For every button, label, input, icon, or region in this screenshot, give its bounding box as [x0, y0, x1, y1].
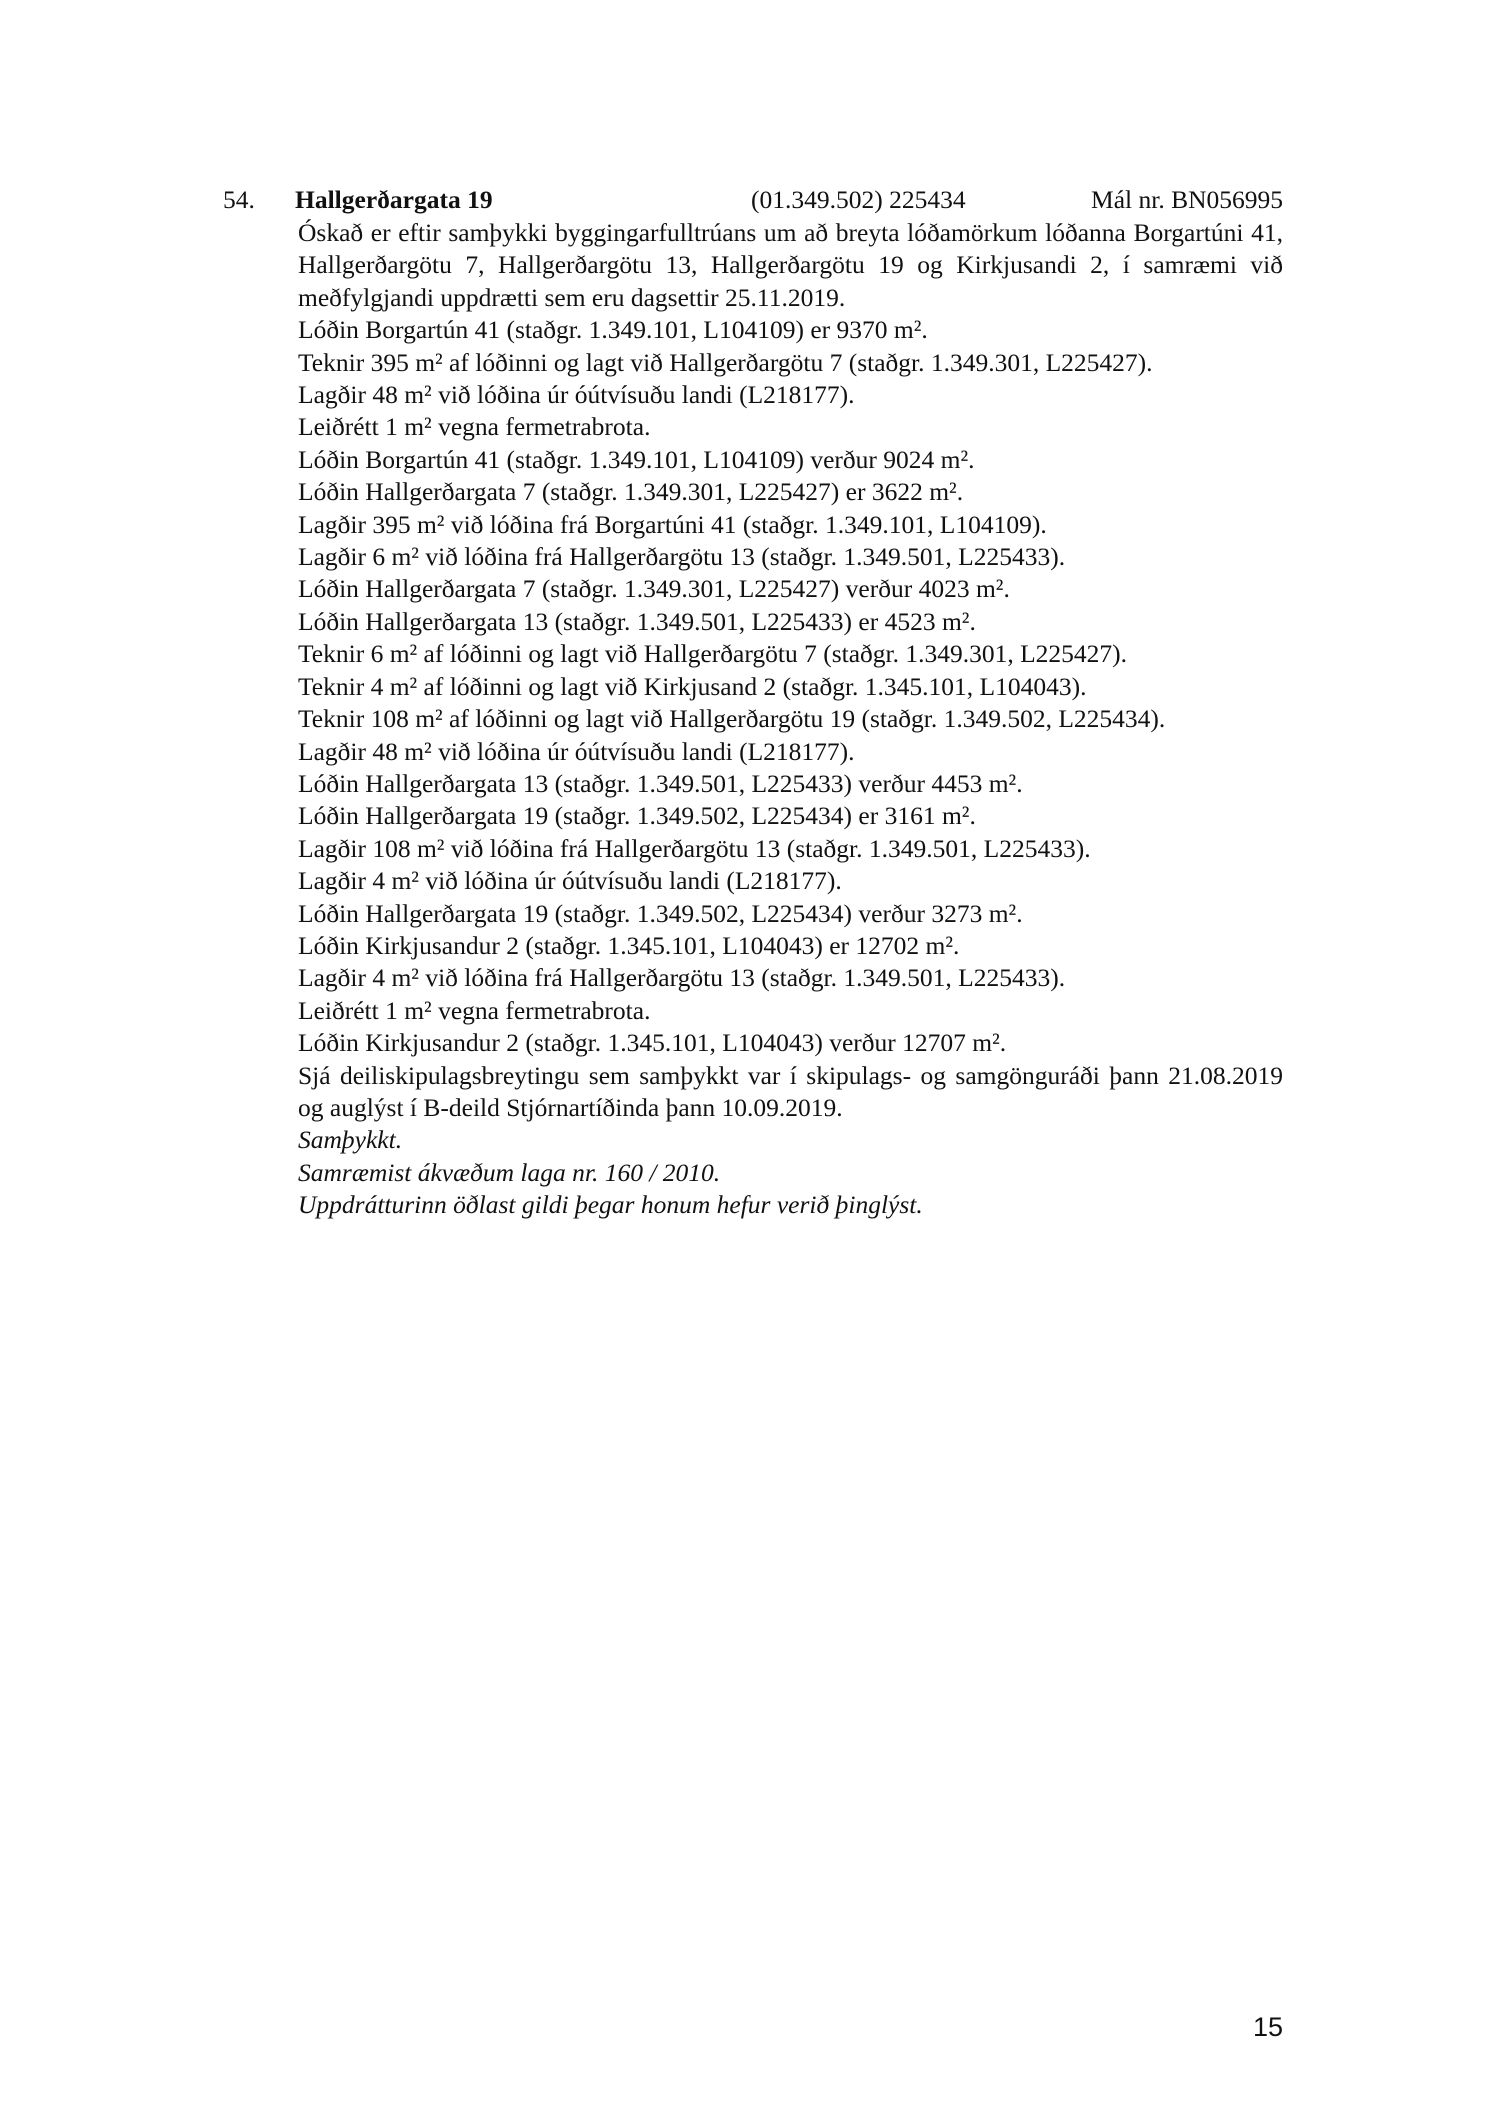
area-line: Lóðin Kirkjusandur 2 (staðgr. 1.345.101, L104043) er 12702 m².	[298, 930, 960, 960]
decision-line: Uppdrátturinn öðlast gildi þegar honum hefur verið þinglýst.	[298, 1190, 923, 1220]
area-line: Lóðin Hallgerðargata 13 (staðgr. 1.349.501, L225433) verður 4453 m².	[298, 768, 1023, 798]
case-intro: Óskað er eftir samþykki byggingarfulltrúans um að breyta lóðamörkum lóðanna Borgartúni 41, Hallgerðargötu 7, Hallgerðargötu 13, Hallgerðargötu 19 og Kirkjusandi 2, í samræmi við meðfylgjandi uppdrætti sem eru dagsettir 25.11.2019.	[298, 218, 1283, 312]
area-line: Teknir 4 m² af lóðinni og lagt við Kirkjusand 2 (staðgr. 1.345.101, L104043).	[298, 671, 1087, 701]
area-line: Leiðrétt 1 m² vegna fermetrabrota.	[298, 995, 651, 1025]
area-line: Teknir 108 m² af lóðinni og lagt við Hallgerðargötu 19 (staðgr. 1.349.502, L225434).	[298, 704, 1166, 734]
area-line: Lóðin Hallgerðargata 7 (staðgr. 1.349.301, L225427) verður 4023 m².	[298, 574, 1010, 604]
area-line: Teknir 6 m² af lóðinni og lagt við Hallgerðargötu 7 (staðgr. 1.349.301, L225427).	[298, 639, 1128, 669]
area-line: Lagðir 48 m² við lóðina úr óútvísuðu landi (L218177).	[298, 380, 855, 410]
area-line: Lagðir 108 m² við lóðina frá Hallgerðargötu 13 (staðgr. 1.349.501, L225433).	[298, 833, 1091, 863]
area-line: Lóðin Borgartún 41 (staðgr. 1.349.101, L104109) verður 9024 m².	[298, 444, 975, 474]
area-line: Lagðir 4 m² við lóðina úr óútvísuðu landi (L218177).	[298, 866, 842, 896]
area-line: Lóðin Borgartún 41 (staðgr. 1.349.101, L104109) er 9370 m².	[298, 315, 928, 345]
case-number: 54.	[223, 185, 255, 214]
area-line: Teknir 395 m² af lóðinni og lagt við Hallgerðargötu 7 (staðgr. 1.349.301, L225427).	[298, 347, 1153, 377]
area-line: Leiðrétt 1 m² vegna fermetrabrota.	[298, 412, 651, 442]
area-line: Lagðir 395 m² við lóðina frá Borgartúni 41 (staðgr. 1.349.101, L104109).	[298, 509, 1047, 539]
area-line: Lagðir 4 m² við lóðina frá Hallgerðargötu 13 (staðgr. 1.349.501, L225433).	[298, 963, 1066, 993]
closing-paragraph: Sjá deiliskipulagsbreytingu sem samþykkt var í skipulags- og samgönguráði þann 21.08.2019 og auglýst í B-deild Stjórnartíðinda þann 10.09.2019.	[298, 1060, 1283, 1122]
area-line: Lóðin Hallgerðargata 13 (staðgr. 1.349.501, L225433) er 4523 m².	[298, 606, 976, 636]
case-title: Hallgerðargata 19	[295, 185, 493, 214]
area-line: Lóðin Hallgerðargata 19 (staðgr. 1.349.502, L225434) er 3161 m².	[298, 801, 976, 831]
area-line: Lóðin Hallgerðargata 19 (staðgr. 1.349.502, L225434) verður 3273 m².	[298, 898, 1023, 928]
case-body	[298, 217, 1283, 1222]
page-number: 15	[1252, 2012, 1283, 2042]
area-line: Lagðir 6 m² við lóðina frá Hallgerðargötu 13 (staðgr. 1.349.501, L225433).	[298, 542, 1066, 572]
area-line: Lagðir 48 m² við lóðina úr óútvísuðu landi (L218177).	[298, 736, 855, 766]
case-header	[223, 183, 1283, 217]
case-reference: (01.349.502) 225434	[751, 185, 966, 214]
case-file-number: Mál nr. BN056995	[1091, 185, 1283, 214]
decision-line: Samþykkt.	[298, 1125, 403, 1155]
decision-line: Samræmist ákvæðum laga nr. 160 / 2010.	[298, 1157, 721, 1187]
area-line: Lóðin Kirkjusandur 2 (staðgr. 1.345.101, L104043) verður 12707 m².	[298, 1028, 1007, 1058]
area-line: Lóðin Hallgerðargata 7 (staðgr. 1.349.301, L225427) er 3622 m².	[298, 477, 964, 507]
